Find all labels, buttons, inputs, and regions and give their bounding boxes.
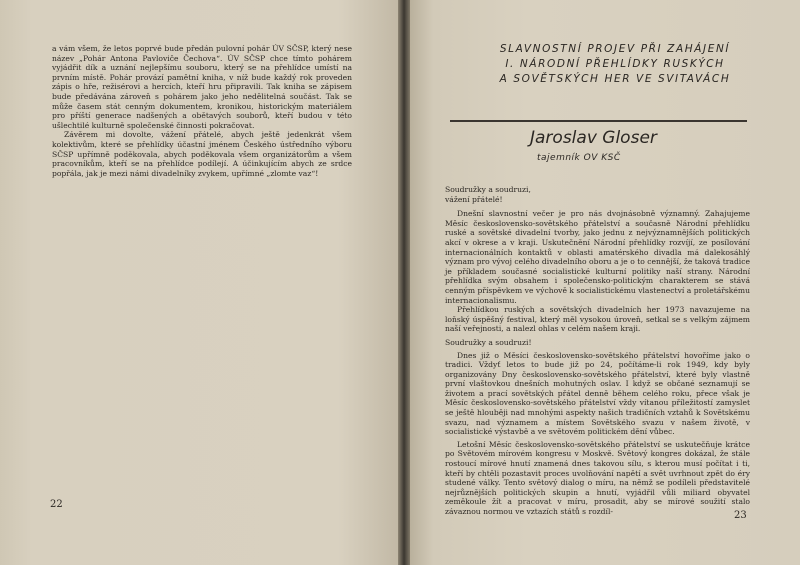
speech-paragraph-4: Letošní Měsíc československo-sovětského přátelství se uskutečňuje krátce po Světovém mírovém kongresu v Moskvě. Světový kongres dokázal, že stále rostoucí mírové hnutí znamená dnes takovou sílu, s kterou musí počítat i ti, kteří by chtěli pozastavit proces uvolňování napětí a svět uvrhnout zpět do éry studené války. Tento světový dialog o míru, na němž se podíleli představitelé nejrůznějších politických skupin a hnutí, vyjádřil vůli miliard obyvatel zeměkoule žít a pracovat v míru, prosadit, aby se mírové soužití stalo závaznou normou ve vztazích států s rozdíl- <box>445 439 750 516</box>
book-gutter <box>398 0 410 565</box>
left-page-text <box>52 44 352 178</box>
right-page <box>410 0 800 565</box>
greeting-line-1: Soudružky a soudruzi, <box>445 185 531 194</box>
left-paragraph-1: a vám všem, že letos poprvé bude předán pulovní pohár ÚV SČSP, který nese název „Pohár Antona Pavloviče Čechova“. ÚV SČSP chce tímto pohárem vyjádřit dík a uznání nejlepšímu souboru, který se na přehlídce umístí na prvním místě. Pohár provází pamětní kniha, v níž bude každý rok proveden zápis o hře, režisérovi a hercích, kteří hru připravili. Tak kniha se zápisem bude předávána zároveň s pohárem jako jeho nedělitelná součást. Tak se může časem stát cenným dokumentem, kronikou, historickým materiálem pro příští generace nadšených a obětavých souborů, kteří budou v této ušlechtilé kulturně společenské činnosti pokračovat. <box>52 44 352 130</box>
speech-headline <box>470 42 760 87</box>
speech-paragraph-3: Dnes již o Měsíci československo-sovětského přátelství hovoříme jako o tradici. Vždyť letos to bude již po 24, počítáme-li rok 1949, kdy byly organizovány Dny československo-sovětského přátelství, které byly vlastně první vlaštovkou dnešních mohutných oslav. I když se občané seznamují se životem a prací sovětských přátel denně během celého roku, přece však je Měsíc československo-sovětského přátelství vždy vítanou příležitostí zamyslet se ještě hlouběji nad mnohými aspekty našich tradičních vztahů k Sovětskému svazu, nad významem a místem Sovětského svazu v našem životě, v socialistické výstavbě a ve světovém politickém dění vůbec. <box>445 350 750 437</box>
speech-paragraph-1: Dnešní slavnostní večer je pro nás dvojnásobně významný. Zahajujeme Měsíc československo-sovětského přátelství a současně Národní přehlídku ruské a sovětské divadelní tvorby, jako jednu z nejvýznamnějších politických akcí v okrese a v kraji. Uskutečnění Národní přehlídky rozvíjí, ze posílování internacionálních kontaktů v oblasti amatérského divadla má dalekosáhlý význam pro vývoj celého divadelního oboru a je o to cennější, že taková tradice je příkladem současné socialistické kulturní politiky naší strany. Národní přehlídka svým obsahem i společensko-politickým charakterem se stává cenným příspěvkem ve výchově k socialistickému vlastenectví a proletářskému internacionalismu. <box>445 209 750 305</box>
left-page <box>0 0 398 565</box>
headline-line-2: I. NÁRODNÍ PŘEHLÍDKY RUSKÝCH <box>505 58 725 70</box>
speech-body <box>445 185 750 517</box>
page-number-right: 23 <box>734 510 747 521</box>
headline-divider <box>450 120 747 122</box>
speaker-name: Jaroslav Gloser <box>530 128 657 148</box>
page-number-left: 22 <box>50 499 63 510</box>
greeting-line-2: vážení přátelé! <box>445 194 503 204</box>
headline-line-3: A SOVĚTSKÝCH HER VE SVITAVÁCH <box>499 73 731 85</box>
greeting-line-3: Soudružky a soudruzi! <box>445 337 532 347</box>
left-paragraph-2: Závěrem mi dovolte, vážení přátelé, abych ještě jedenkrát všem kolektivům, které se přehlídky účastní jménem Českého ústředního výboru SČSP upřímně poděkovala, abych poděkovala všem organizátorům a všem pracovníkům, kteří se na přehlídce podílejí. A účinkujícím abych ze srdce popřála, jak je mezi námi divadelníky zvykem, upřímné „zlomte vaz“! <box>52 130 352 178</box>
speaker-role: tajemník OV KSČ <box>537 153 621 163</box>
speech-paragraph-2: Přehlídkou ruských a sovětských divadelních her 1973 navazujeme na loňský úspěšný festival, který měl vysokou úroveň, setkal se s velkým zájmem naší veřejnosti, a nalezl ohlas v celém našem kraji. <box>445 305 750 334</box>
headline-line-1: SLAVNOSTNÍ PROJEV PŘI ZAHÁJENÍ <box>499 43 731 55</box>
